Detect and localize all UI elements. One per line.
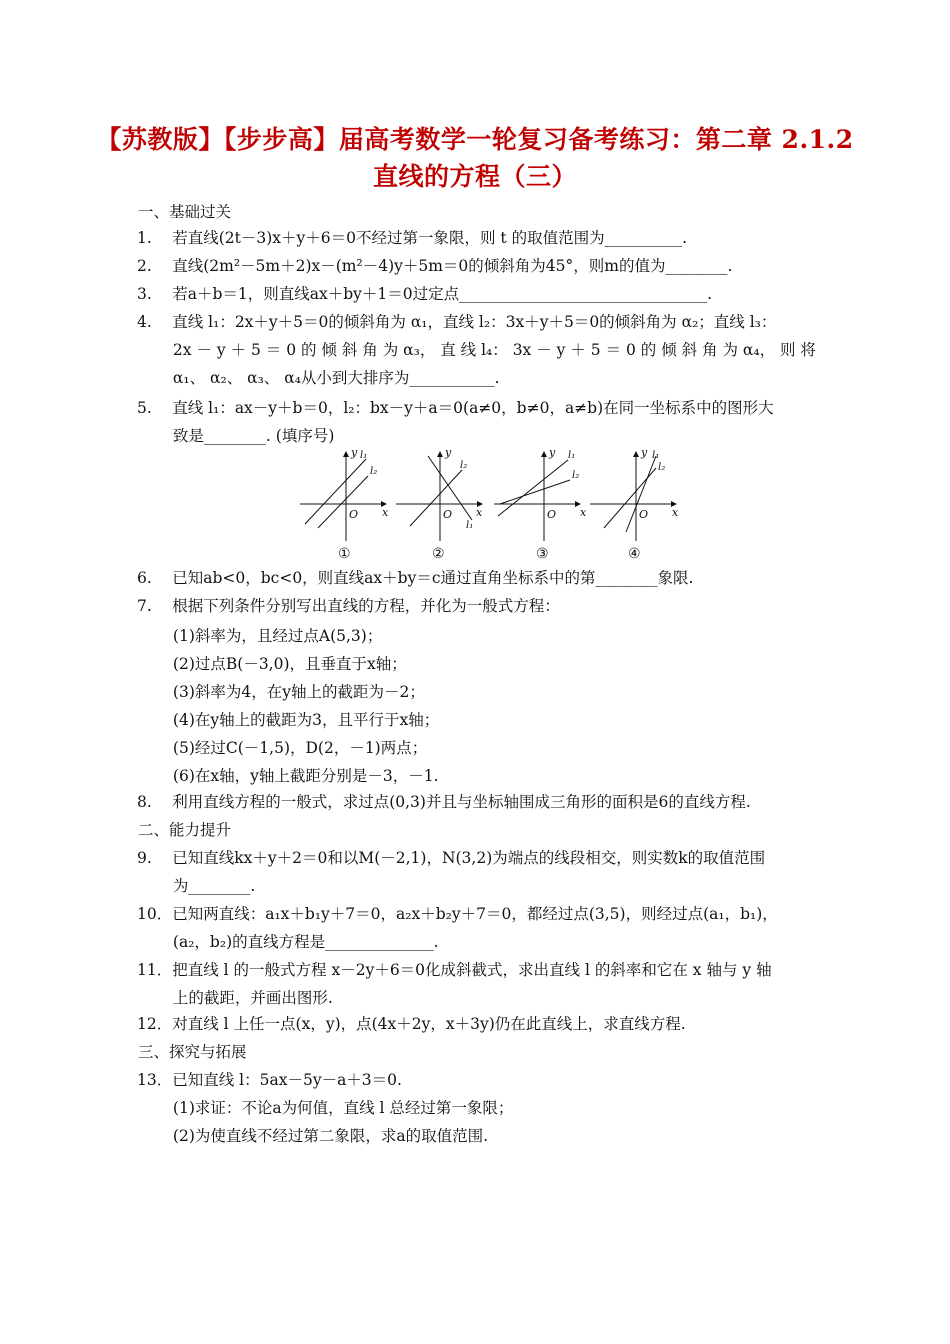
- text-line: (6)在x轴，y轴上截距分别是－3，－1.: [137, 767, 439, 785]
- text-line: 11．把直线 l 的一般式方程 x－2y＋6＝0化成斜截式，求出直线 l 的斜率和它在 x 轴与 y 轴: [137, 961, 772, 979]
- text-line: 2. 直线(2m²－5m＋2)x－(m²－4)y＋5m＝0的倾斜角为45°，则m的值为________.: [137, 257, 733, 275]
- text-line: 5. 直线 l₁：ax－y＋b＝0，l₂：bx－y＋a＝0(a≠0，b≠0，a≠b)在同一坐标系中的图形大: [137, 399, 774, 417]
- axis-y-label: y: [445, 446, 452, 459]
- origin-label: O: [547, 508, 557, 521]
- text-line: 一、基础过关: [138, 203, 232, 221]
- figure-3: [494, 452, 580, 541]
- text-line: 7. 根据下列条件分别写出直线的方程，并化为一般式方程：: [137, 597, 560, 615]
- page-title: 【苏教版】【步步高】届高考数学一轮复习备考练习：第二章 2.1.2: [96, 125, 854, 154]
- text-line: 12．对直线 l 上任一点(x，y)，点(4x＋2y，x＋3y)仍在此直线上，求直线方程.: [137, 1015, 686, 1033]
- text-line: 3. 若a＋b＝1，则直线ax＋by＋1＝0过定点________________________________.: [137, 285, 713, 303]
- text-line: 10．已知两直线：a₁x＋b₁y＋7＝0，a₂x＋b₂y＋7＝0，都经过点(3,5)，则经过点(a₁，b₁)，: [137, 905, 778, 923]
- text-line: 2x － y ＋ 5 ＝ 0 的 倾 斜 角 为 α₃， 直 线 l₄： 3x － y ＋ 5 ＝ 0 的 倾 斜 角 为 α₄， 则 将: [137, 341, 816, 359]
- line-figures: [300, 446, 690, 562]
- figure-caption: ①: [338, 546, 351, 562]
- line-l1-label: l₁: [568, 450, 576, 461]
- figure-caption: ④: [628, 546, 641, 562]
- axis-x-label: x: [580, 506, 587, 519]
- line-l1-label: l₁: [652, 450, 660, 461]
- figure-caption: ②: [432, 546, 445, 562]
- axis-x-label: x: [476, 506, 483, 519]
- text-line: 上的截距，并画出图形.: [137, 989, 333, 1007]
- axis-y-label: y: [549, 446, 556, 459]
- text-line: 13．已知直线 l：5ax－5y－a＋3＝0.: [137, 1071, 402, 1089]
- axis-x-label: x: [672, 506, 679, 519]
- text-line: (1)斜率为，且经过点A(5,3)；: [137, 627, 383, 645]
- axis-y-label: y: [351, 446, 358, 459]
- text-line: 8. 利用直线方程的一般式，求过点(0,3)并且与坐标轴围成三角形的面积是6的直线方程.: [137, 793, 751, 811]
- text-line: 致是________. (填序号): [137, 427, 335, 445]
- figures-svg: [300, 446, 690, 562]
- text-line: (3)斜率为4，在y轴上的截距为－2；: [137, 683, 425, 701]
- text-line: (5)经过C(－1,5)，D(2，－1)两点；: [137, 739, 428, 757]
- text-line: 1. 若直线(2t－3)x＋y＋6＝0不经过第一象限，则 t 的取值范围为__________.: [137, 229, 687, 247]
- text-line: (1)求证：不论a为何值，直线 l 总经过第一象限；: [137, 1099, 514, 1117]
- text-line: (a₂，b₂)的直线方程是______________.: [137, 933, 439, 951]
- line-l2-label: l₂: [460, 460, 468, 471]
- line-l1-label: l₁: [360, 450, 368, 461]
- figure-caption: ③: [536, 546, 549, 562]
- line-l1-label: l₁: [466, 520, 474, 531]
- text-line: (2)为使直线不经过第二象限，求a的取值范围.: [137, 1127, 489, 1145]
- axis-y-label: y: [641, 446, 648, 459]
- origin-label: O: [639, 508, 649, 521]
- origin-label: O: [349, 508, 359, 521]
- text-line: 三、探究与拓展: [138, 1043, 247, 1061]
- line-l2-label: l₂: [658, 462, 666, 473]
- text-line: (4)在y轴上的截距为3，且平行于x轴；: [137, 711, 440, 729]
- text-line: 为________.: [137, 877, 256, 895]
- text-line: (2)过点B(－3,0)，且垂直于x轴；: [137, 655, 407, 673]
- origin-label: O: [443, 508, 453, 521]
- text-line: 6. 已知ab<0，bc<0，则直线ax＋by＝c通过直角坐标系中的第________象限.: [137, 569, 694, 587]
- line-l2-label: l₂: [572, 470, 580, 481]
- page-subtitle: 直线的方程（三）: [372, 162, 577, 191]
- text-line: α₁、 α₂、 α₃、 α₄从小到大排序为___________.: [137, 369, 500, 387]
- text-line: 二、能力提升: [138, 821, 232, 839]
- text-line: 4. 直线 l₁：2x＋y＋5＝0的倾斜角为 α₁，直线 l₂：3x＋y＋5＝0的倾斜角为 α₂；直线 l₃：: [137, 313, 777, 331]
- text-line: 9. 已知直线kx＋y＋2＝0和以M(－2,1)，N(3,2)为端点的线段相交，则实数k的取值范围: [137, 849, 766, 867]
- axis-x-label: x: [382, 506, 389, 519]
- line-l2-label: l₂: [370, 466, 378, 477]
